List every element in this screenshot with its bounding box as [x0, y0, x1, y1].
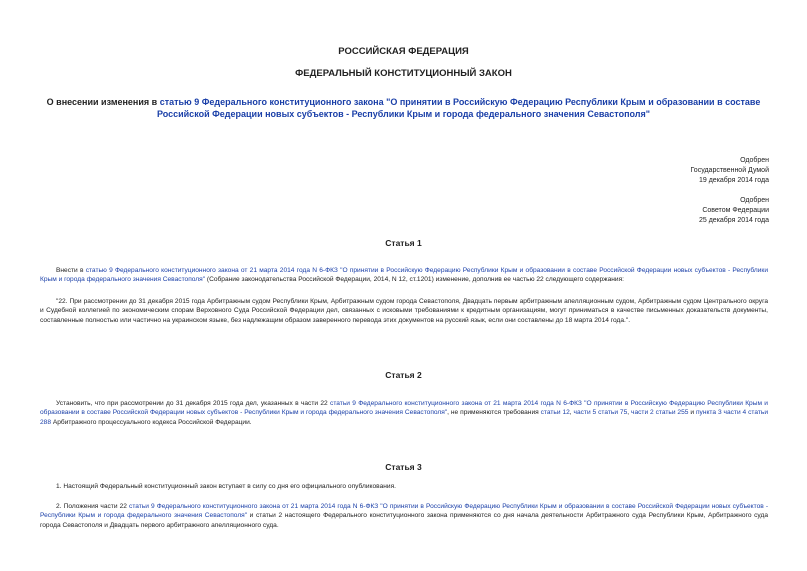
article-3-paragraph-1: 1. Настоящий Федеральный конституционный закон вступает в силу со дня его официального опубликования. — [56, 483, 396, 490]
article-1-title: Статья 1 — [385, 238, 422, 248]
a2-text-2: , не применяются требования — [447, 409, 541, 417]
heading-article-link[interactable]: статью 9 Федерального конституционного закона "О принятии в Российскую Федерацию Республики Крым и образовании в составе Российской Федерации новых субъектов - Республики Крым и города федерального значения Севастополя" — [156, 97, 761, 119]
a2-text-1: Установить, что при рассмотрении до 31 декабря 2015 года дел, указанных в части 22 — [56, 400, 331, 407]
approval-duma-date: 19 декабря 2014 года — [698, 177, 769, 184]
a3p2-text-1: 2. Положения части 22 — [56, 503, 130, 510]
approval-duma — [690, 156, 769, 186]
heading-prefix: О внесении изменения в — [46, 97, 160, 107]
a2-article-255-link[interactable]: части 2 статьи 255 — [631, 409, 689, 417]
approval-council — [699, 196, 769, 226]
a2-article-75-link[interactable]: части 5 статьи 75 — [573, 409, 628, 417]
a3p2-article-9-link[interactable]: статьи 9 Федерального конституционного закона от 21 марта 2014 года N 6-ФКЗ "О принятии в Российскую Федерацию Республики Крым и образовании в составе Российской Федерации новых субъектов - Республики Крым и города федерального значения Севастополя" — [40, 503, 769, 520]
a2-article-288-link[interactable]: пункта 3 части 4 статьи 288 — [40, 409, 769, 426]
a2-text-4: , — [627, 409, 632, 417]
law-heading — [40, 96, 767, 120]
law-type-title: ФЕДЕРАЛЬНЫЙ КОНСТИТУЦИОННЫЙ ЗАКОН — [295, 68, 512, 79]
article-2-title: Статья 2 — [385, 370, 422, 380]
country-title: РОССИЙСКАЯ ФЕДЕРАЦИЯ — [338, 46, 469, 57]
article-2-paragraph — [40, 399, 768, 427]
a1p1-prefix: Внести в — [56, 267, 86, 274]
article-1-paragraph-2: "22. При рассмотрении до 31 декабря 2015 года Арбитражным судом Республики Крым, Арбитражным судом города Севастополя, Двадцать первым арбитражным апелляционным судом, Арбитражным судом Центрального округа и Судебной коллегией по экономическим спорам Верховного Суда Российской Федерации дел, связанных с исковыми требованиями к кредитным организациям, могут приниматься в качестве письменных доказательств документы, составленные полностью или частично на украинском языке, без надлежащим образом заверенного перевода этих документов на русский язык, если они составлены до 18 марта 2014 года.". — [40, 298, 768, 324]
article-1-paragraph-1 — [40, 266, 768, 285]
a3p2-text-2: и статьи 2 настоящего Федерального конституционного закона применяются со дня начала деятельности Арбитражного суда Республики Крым, Арбитражного суда города Севастополя и Двадцать первого арбитражного апелляционного суда. — [40, 512, 768, 529]
a2-text-6: Арбитражного процессуального кодекса Российской Федерации. — [51, 418, 252, 426]
approval-duma-line1: Одобрен — [740, 157, 769, 164]
approval-council-line2: Советом Федерации — [702, 207, 769, 214]
a2-article-12-link[interactable]: статьи 12 — [540, 409, 570, 417]
approval-council-date: 25 декабря 2014 года — [698, 217, 769, 224]
a1p1-suffix: (Собрание законодательства Российской Федерации, 2014, N 12, ст.1201) изменение, дополнив ее частью 22 следующего содержания: — [205, 276, 624, 284]
a2-article-9-link[interactable]: статьи 9 Федерального конституционного закона от 21 марта 2014 года N 6-ФКЗ "О принятии в Российскую Федерацию Республики Крым и образовании в составе Российской Федерации новых субъектов - Республики Крым и города федерального значения Севастополя" — [40, 400, 768, 417]
a2-text-5: и — [688, 409, 696, 417]
article-3-paragraph-2 — [40, 502, 768, 530]
a2-text-3: , — [569, 409, 574, 417]
approval-council-line1: Одобрен — [740, 197, 769, 204]
a1p1-article-link[interactable]: статью 9 Федерального конституционного закона от 21 марта 2014 года N 6-ФКЗ "О принятии в Российскую Федерацию Республики Крым и образовании в составе Российской Федерации новых субъектов - Республики Крым и города федерального значения Севастополя" — [40, 267, 769, 284]
article-3-title: Статья 3 — [385, 462, 422, 472]
approval-duma-line2: Государственной Думой — [690, 167, 769, 174]
